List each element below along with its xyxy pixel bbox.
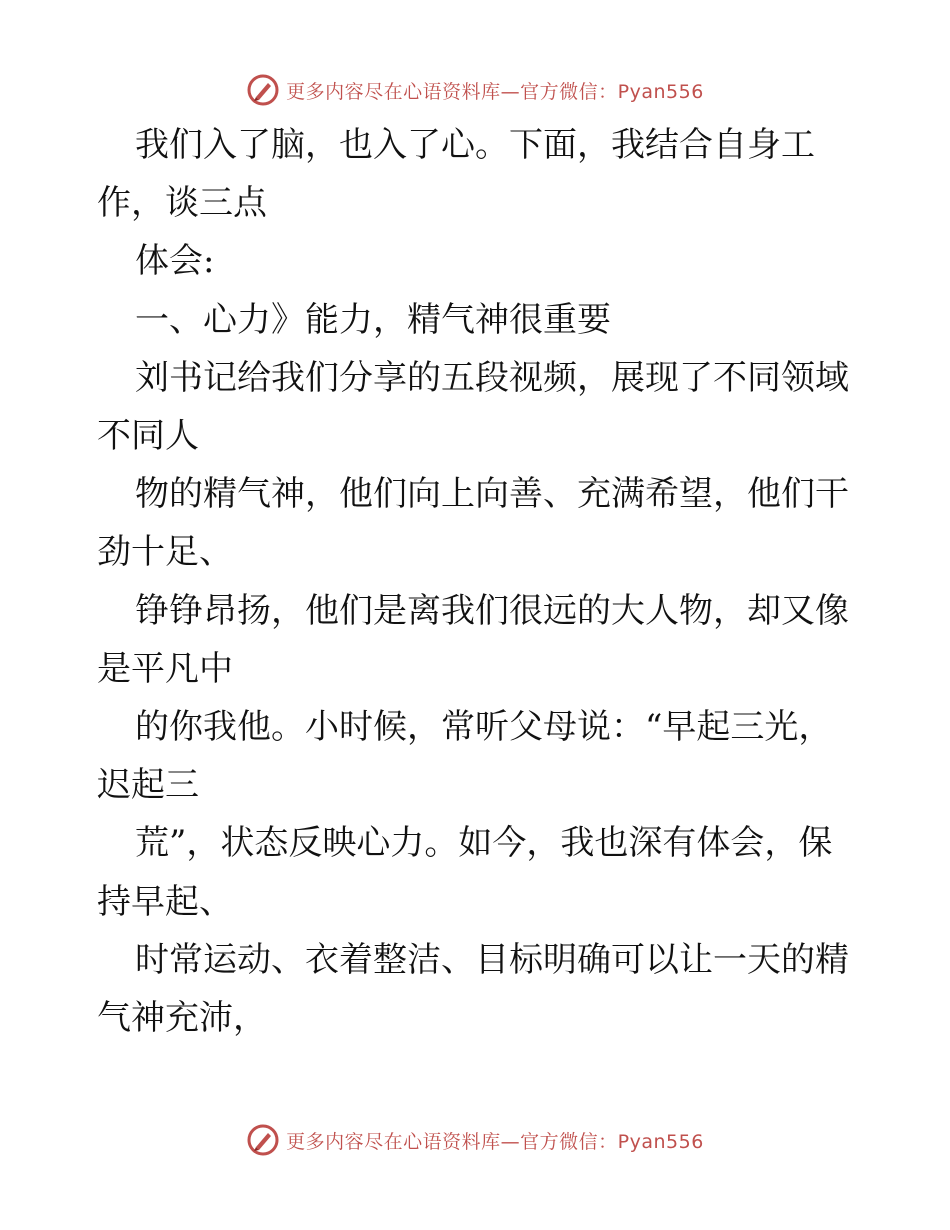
footer-watermark xyxy=(0,1120,950,1160)
text-line: 我们入了脑，也入了心。下面，我结合自身工 xyxy=(135,125,815,165)
text-line: 荒”，状态反映心力。如今，我也深有体会，保 xyxy=(135,823,833,864)
text-line: 的你我他。小时候，常听父母说：“早起三光， xyxy=(135,707,833,747)
text-line: 时常运动、衣着整洁、目标明确可以让一天的精 xyxy=(135,939,849,980)
watermark-text: 更多内容尽在心语资料库—官方微信：Pyan556 xyxy=(286,80,704,103)
text-line: 迟起三 xyxy=(97,765,199,806)
text-line: 气神充沛， xyxy=(97,998,267,1038)
text-line: 一、心力》能力，精气神很重要 xyxy=(135,299,611,340)
text-line: 劲十足、 xyxy=(97,532,233,573)
text-line: 不同人 xyxy=(97,416,199,456)
text-line: 铮铮昂扬，他们是离我们很远的大人物，却又像 xyxy=(135,590,849,631)
pen-logo-icon xyxy=(246,73,280,107)
text-line: 持早起、 xyxy=(97,881,233,922)
text-line: 是平凡中 xyxy=(97,648,233,689)
pen-logo-icon xyxy=(246,1123,280,1157)
text-line: 物的精气神，他们向上向善、充满希望，他们干 xyxy=(135,474,849,515)
header-watermark xyxy=(0,70,950,110)
text-line: 刘书记给我们分享的五段视频，展现了不同领域 xyxy=(135,357,849,398)
text-line: 体会: xyxy=(135,241,215,282)
text-line: 作，谈三点 xyxy=(97,183,267,224)
watermark-text: 更多内容尽在心语资料库—官方微信：Pyan556 xyxy=(286,1130,704,1153)
